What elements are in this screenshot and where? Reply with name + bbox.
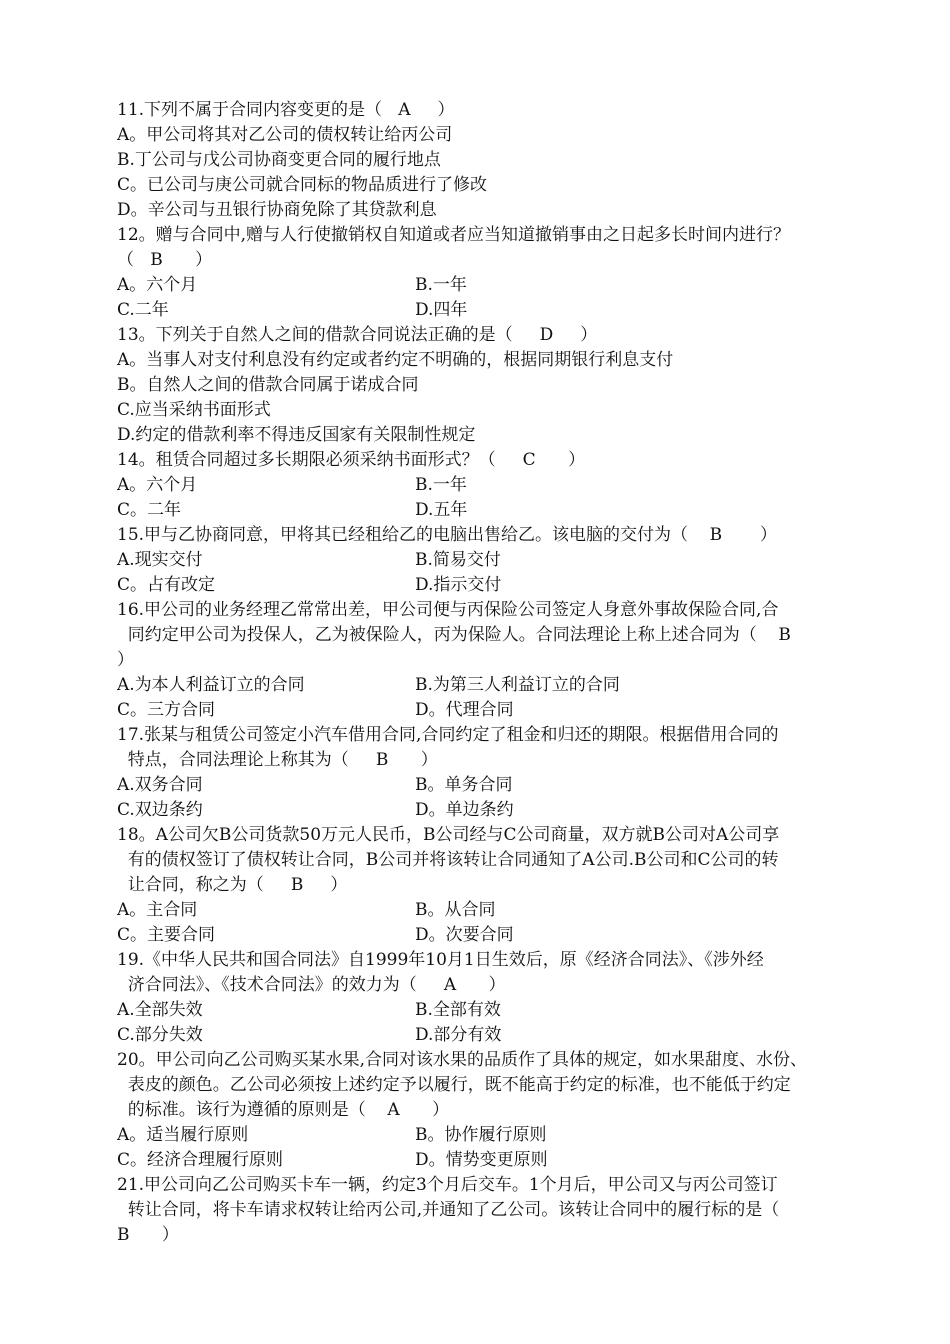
- question-block: [117, 948, 892, 1048]
- answer-option: A。甲公司将其对乙公司的债权转让给丙公司: [117, 125, 453, 145]
- answer-option: B.全部有效: [415, 1000, 501, 1020]
- question-stem-continued: 的标准。该行为遵循的原则是（ A ）: [117, 1100, 450, 1120]
- option-row: [117, 773, 892, 798]
- answer-option: D。单边条约: [415, 800, 514, 820]
- answer-option: C.二年: [117, 300, 169, 320]
- option-row: [117, 373, 892, 398]
- answer-option: A.为本人利益订立的合同: [117, 675, 305, 695]
- question-stem-continued: 转让合同，将卡车请求权转让给丙公司,并通知了乙公司。该转让合同中的履行标的是（: [117, 1200, 780, 1220]
- answer-option: B。单务合同: [415, 775, 513, 795]
- option-row: [117, 298, 892, 323]
- question-block: [117, 223, 892, 323]
- answer-option: B.丁公司与戊公司协商变更合同的履行地点: [117, 150, 441, 170]
- option-row: [117, 348, 892, 373]
- answer-option: D。情势变更原则: [415, 1150, 548, 1170]
- question-stem: 17.张某与租赁公司签定小汽车借用合同,合同约定了租金和归还的期限。根据借用合同的: [117, 725, 779, 745]
- answer-option: B。自然人之间的借款合同属于诺成合同: [117, 375, 419, 395]
- answer-option: C。已公司与庚公司就合同标的物品质进行了修改: [117, 175, 488, 195]
- option-row: [117, 423, 892, 448]
- option-row: [117, 123, 892, 148]
- answer-option: C。占有改定: [117, 575, 216, 595]
- answer-option: C.部分失效: [117, 1025, 203, 1045]
- question-stem-continued: B ）: [117, 1225, 179, 1245]
- answer-option: A。六个月: [117, 475, 198, 495]
- question-stem-continued: 有的债权签订了债权转让合同，B公司并将该转让合同通知了A公司.B公司和C公司的转: [117, 850, 779, 870]
- option-row: [117, 173, 892, 198]
- question-block: [117, 98, 892, 223]
- option-row: [117, 273, 892, 298]
- question-stem-continued: 同约定甲公司为投保人，乙为被保险人，丙为保险人。合同法理论上称上述合同为（ B: [117, 625, 791, 645]
- answer-option: D.指示交付: [415, 575, 502, 595]
- answer-option: D.约定的借款利率不得违反国家有关限制性规定: [117, 425, 476, 445]
- answer-option: D.四年: [415, 300, 468, 320]
- question-block: [117, 323, 892, 448]
- option-row: [117, 1123, 892, 1148]
- answer-option: A。当事人对支付利息没有约定或者约定不明确的，根据同期银行利息支付: [117, 350, 674, 370]
- question-stem-continued: 济合同法》、《技术合同法》的效力为（ A ）: [117, 975, 506, 995]
- option-row: [117, 1148, 892, 1173]
- answer-option: D。次要合同: [415, 925, 514, 945]
- question-stem: 19.《中华人民共和国合同法》自1999年10月1日生效后，原《经济合同法》、《涉外经: [117, 950, 764, 970]
- answer-option: B.为第三人利益订立的合同: [415, 675, 620, 695]
- option-row: [117, 398, 892, 423]
- answer-option: C.双边条约: [117, 800, 203, 820]
- answer-option: B。协作履行原则: [415, 1125, 547, 1145]
- answer-option: D.五年: [415, 500, 468, 520]
- question-stem: 20。甲公司向乙公司购买某水果,合同对该水果的品质作了具体的规定，如水果甜度、水份、: [117, 1050, 808, 1070]
- question-block: [117, 598, 892, 723]
- question-stem-continued: 特点，合同法理论上称其为（ B ）: [117, 750, 438, 770]
- question-block: [117, 723, 892, 823]
- option-row: [117, 673, 892, 698]
- option-row: [117, 148, 892, 173]
- answer-option: D。代理合同: [415, 700, 514, 720]
- answer-option: B.一年: [415, 475, 467, 495]
- answer-option: B。从合同: [415, 900, 496, 920]
- question-block: [117, 448, 892, 523]
- answer-option: A.全部失效: [117, 1000, 203, 1020]
- question-stem: 21.甲公司向乙公司购买卡车一辆，约定3个月后交车。1个月后，甲公司又与丙公司签订: [117, 1175, 778, 1195]
- option-row: [117, 198, 892, 223]
- answer-option: A。适当履行原则: [117, 1125, 249, 1145]
- question-stem: 16.甲公司的业务经理乙常常出差，甲公司便与丙保险公司签定人身意外事故保险合同,合: [117, 600, 779, 620]
- answer-option: D。辛公司与丑银行协商免除了其贷款利息: [117, 200, 437, 220]
- answer-option: A.现实交付: [117, 550, 203, 570]
- question-stem-continued: （ B ）: [117, 250, 213, 270]
- option-row: [117, 898, 892, 923]
- question-stem: 13。下列关于自然人之间的借款合同说法正确的是（ D ）: [117, 325, 598, 345]
- question-block: [117, 1173, 892, 1248]
- option-row: [117, 548, 892, 573]
- option-row: [117, 1023, 892, 1048]
- answer-option: D.部分有效: [415, 1025, 502, 1045]
- question-stem: 15.甲与乙协商同意，甲将其已经租给乙的电脑出售给乙。该电脑的交付为（ B ）: [117, 525, 777, 545]
- option-row: [117, 698, 892, 723]
- question-stem: 14。租赁合同超过多长期限必须采纳书面形式？（ C ）: [117, 450, 586, 470]
- option-row: [117, 923, 892, 948]
- question-stem: 11.下列不属于合同内容变更的是（ A ）: [117, 100, 455, 120]
- answer-option: A。六个月: [117, 275, 198, 295]
- answer-option: C.应当采纳书面形式: [117, 400, 271, 420]
- answer-option: C。二年: [117, 500, 182, 520]
- option-row: [117, 473, 892, 498]
- answer-option: A.双务合同: [117, 775, 203, 795]
- question-stem: 12。赠与合同中,赠与人行使撤销权自知道或者应当知道撤销事由之日起多长时间内进行？: [117, 225, 791, 245]
- option-row: [117, 998, 892, 1023]
- exam-page: [117, 98, 892, 1248]
- answer-option: C。主要合同: [117, 925, 216, 945]
- question-stem-continued: 表皮的颜色。乙公司必须按上述约定予以履行，既不能高于约定的标准，也不能低于约定: [117, 1075, 791, 1095]
- question-stem: 18。A公司欠B公司货款50万元人民币，B公司经与C公司商量，双方就B公司对A公司享: [117, 825, 780, 845]
- answer-option: C。经济合理履行原则: [117, 1150, 284, 1170]
- answer-option: B.简易交付: [415, 550, 501, 570]
- question-stem-continued: 让合同，称之为（ B ）: [117, 875, 348, 895]
- question-block: [117, 1048, 892, 1173]
- question-block: [117, 523, 892, 598]
- option-row: [117, 498, 892, 523]
- answer-option: B.一年: [415, 275, 467, 295]
- question-block: [117, 823, 892, 948]
- option-row: [117, 573, 892, 598]
- question-stem-continued: ）: [117, 650, 134, 670]
- option-row: [117, 798, 892, 823]
- answer-option: A。主合同: [117, 900, 198, 920]
- answer-option: C。三方合同: [117, 700, 216, 720]
